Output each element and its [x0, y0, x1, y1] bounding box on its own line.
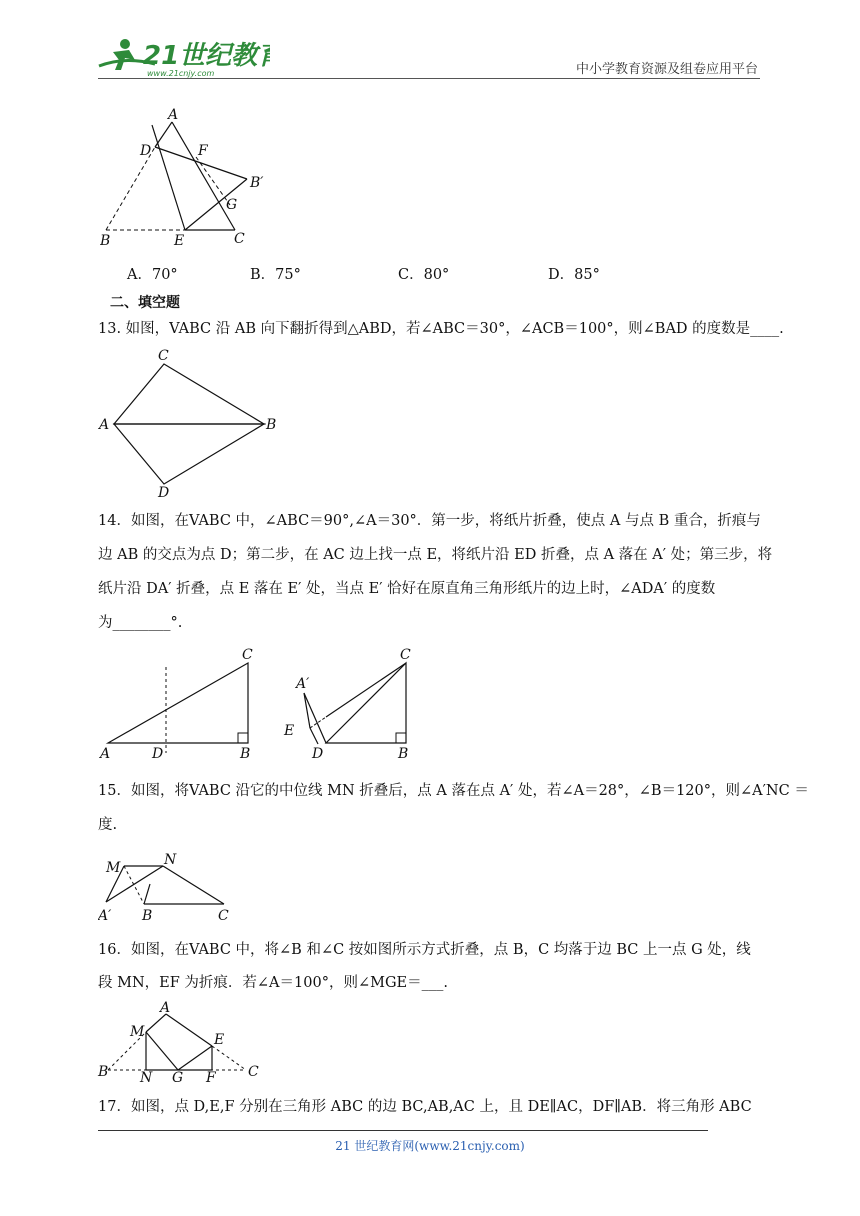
- option-b: B．75°: [250, 267, 301, 283]
- q15-line2: 度.: [98, 817, 118, 833]
- q14-fig1-label: A: [100, 746, 111, 760]
- q14-fig2-label: D: [312, 746, 324, 760]
- q13-figure: [96, 344, 286, 508]
- q15-label: N: [164, 852, 177, 868]
- q15-label: M: [106, 860, 121, 876]
- q12-label: B: [100, 233, 111, 249]
- q16-label: E: [214, 1032, 225, 1048]
- q12-label: B′: [250, 175, 264, 191]
- q16-line2: 段 MN，EF 为折痕．若∠A＝100°，则∠MGE＝___.: [98, 975, 448, 991]
- option-a: A．70°: [127, 267, 178, 283]
- q14-fig2-label: C: [400, 647, 411, 663]
- q17-line1: 17．如图，点 D,E,F 分别在三角形 ABC 的边 BC,AB,AC 上，且 DE∥AC，DF∥AB．将三角形 ABC: [98, 1099, 752, 1115]
- q14-fig1-label: C: [242, 647, 253, 663]
- q16-label: F: [206, 1070, 216, 1082]
- footer-divider: [98, 1130, 708, 1131]
- footer-text[interactable]: 21 世纪教育网(www.21cnjy.com): [335, 1139, 525, 1153]
- q12-figure: [100, 105, 280, 254]
- q15-label: B: [142, 908, 153, 924]
- q14-line3: 纸片沿 DA′ 折叠，点 E 落在 E′ 处，当点 E′ 恰好在原直角三角形纸片的边上时，∠ADA′ 的度数: [98, 581, 716, 597]
- q15-label: A′: [98, 908, 112, 924]
- logo-url: www.21cnjy.com: [147, 69, 215, 78]
- q14-fig2-label: B: [398, 746, 409, 760]
- site-logo: [95, 36, 270, 80]
- q12-label: D: [140, 143, 152, 159]
- q15-line1: 15．如图，将VABC 沿它的中位线 MN 折叠后，点 A 落在点 A′ 处，若∠A＝28°，∠B＝120°，则∠A′NC ＝: [98, 783, 809, 799]
- q16-label: M: [130, 1024, 145, 1040]
- q12-label: C: [234, 231, 245, 247]
- q14-line1: 14．如图，在VABC 中，∠ABC＝90°,∠A＝30°．第一步，将纸片折叠，使点 A 与点 B 重合，折痕与: [98, 513, 761, 529]
- q14-fig1-label: D: [152, 746, 164, 760]
- q14-fig2-label: A′: [296, 676, 310, 692]
- q16-label: A: [160, 1000, 171, 1016]
- option-c: C．80°: [398, 267, 450, 283]
- site-name: 中小学教育资源及组卷应用平台: [575, 62, 758, 77]
- q16-label: C: [248, 1064, 259, 1080]
- q12-label: E: [174, 233, 185, 249]
- q14-figure-2: [282, 645, 432, 764]
- q14-line2: 边 AB 的交点为点 D；第二步，在 AC 边上找一点 E，将纸片沿 ED 折叠，点 A 落在 A′ 处；第三步，将: [98, 547, 773, 563]
- q13-label: B: [266, 417, 277, 433]
- logo-text: 21世纪教育: [143, 41, 270, 71]
- q14-fig1-label: B: [240, 746, 251, 760]
- q15-figure: [98, 846, 238, 928]
- q14-line4: 为________°.: [98, 615, 183, 631]
- q14-figure-1: [96, 645, 266, 764]
- q15-label: C: [218, 908, 229, 924]
- q12-label: G: [226, 197, 238, 213]
- q13-text: 13. 如图，VABC 沿 AB 向下翻折得到△ABD，若∠ABC＝30°，∠ACB＝100°，则∠BAD 的度数是____.: [98, 321, 784, 337]
- q13-label: A: [99, 417, 110, 433]
- q16-label: N: [140, 1070, 153, 1082]
- q16-figure: [96, 1000, 266, 1086]
- q16-label: G: [172, 1070, 184, 1082]
- q16-label: B: [98, 1064, 109, 1080]
- q13-label: C: [158, 348, 169, 364]
- q14-fig2-label: E: [284, 723, 295, 739]
- section-title: 二、填空题: [110, 295, 180, 311]
- q12-label: A: [168, 107, 179, 123]
- option-d: D．85°: [548, 267, 600, 283]
- header-divider: [98, 78, 760, 79]
- q12-label: F: [198, 143, 208, 159]
- q16-line1: 16．如图，在VABC 中，将∠B 和∠C 按如图所示方式折叠，点 B，C 均落于边 BC 上一点 G 处，线: [98, 942, 751, 958]
- q13-label: D: [158, 485, 170, 501]
